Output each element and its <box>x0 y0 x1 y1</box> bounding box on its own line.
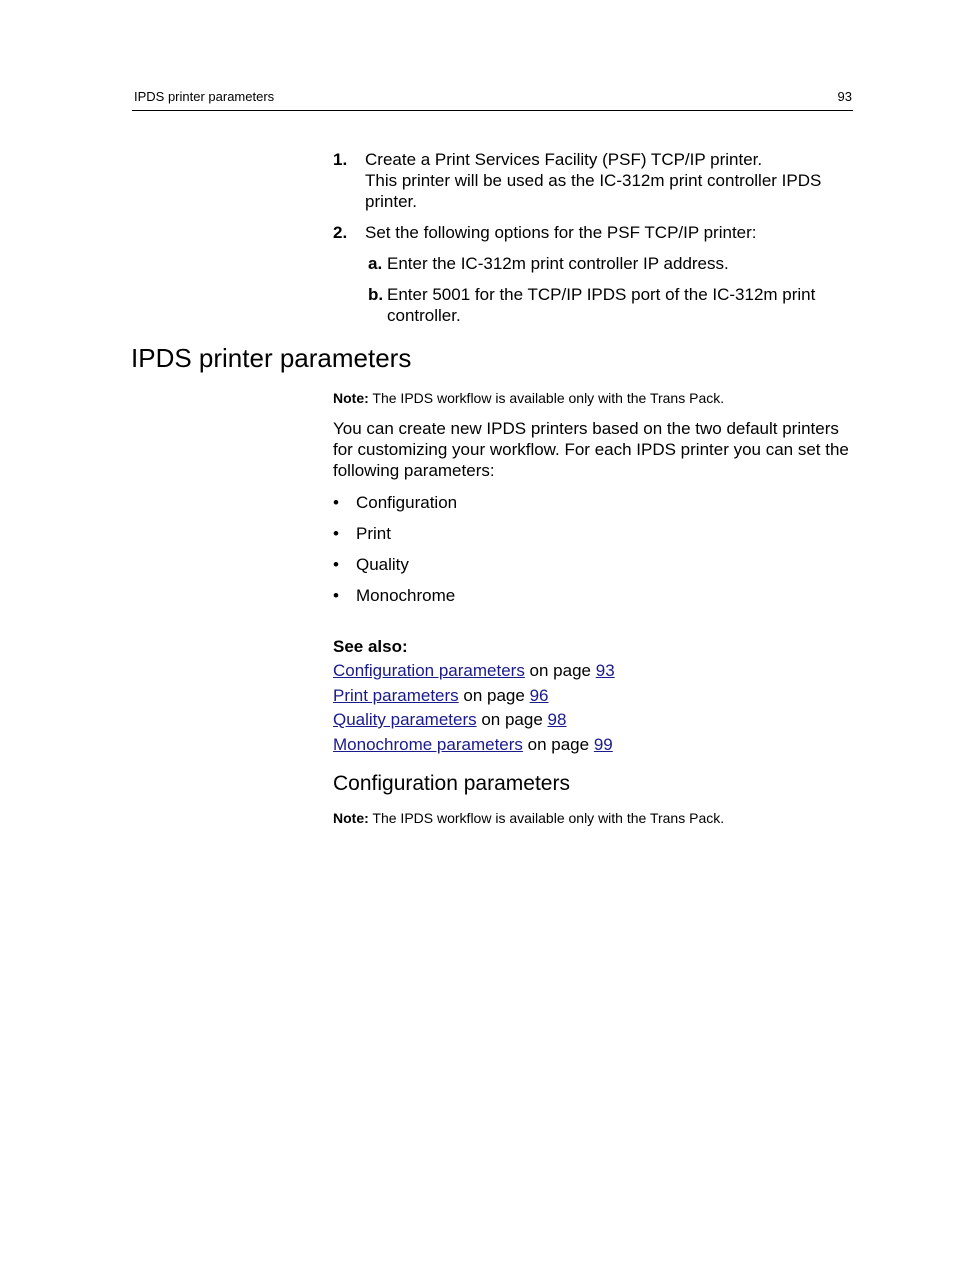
on-page-text: on page <box>476 710 548 729</box>
running-header <box>132 89 853 111</box>
step-number: 2. <box>333 223 348 242</box>
substep-letter: b. <box>368 285 384 304</box>
page-number: 93 <box>837 89 852 104</box>
see-also-item <box>333 659 853 684</box>
section-title: IPDS printer parameters <box>131 343 412 373</box>
see-also-item <box>333 684 853 709</box>
on-page-text: on page <box>524 661 596 680</box>
step-text: Create a Print Services Facility (PSF) TCP/IP printer. <box>365 150 763 169</box>
list-item: • Monochrome <box>333 585 853 606</box>
link-quality-parameters[interactable]: Quality parameters <box>333 710 477 729</box>
link-monochrome-parameters[interactable]: Monochrome parameters <box>333 734 523 754</box>
list-item: • Configuration <box>333 492 853 513</box>
step-2 <box>333 222 853 326</box>
procedure-steps <box>333 149 853 336</box>
link-configuration-parameters[interactable]: Configuration parameters <box>333 661 525 680</box>
note-text: The IPDS workflow is available only with the Trans Pack. <box>368 810 725 826</box>
note <box>333 389 853 407</box>
note-label: Note: <box>333 810 369 826</box>
section-content <box>333 389 853 838</box>
see-also-item <box>333 733 853 758</box>
substeps <box>365 253 853 326</box>
substep-b <box>365 284 853 326</box>
step-text: Set the following options for the PSF TCP/IP printer: <box>365 223 757 242</box>
substep-text: Enter the IC-312m print controller IP address. <box>387 254 729 273</box>
substep-text: Enter 5001 for the TCP/IP IPDS port of the IC-312m print controller. <box>387 285 816 325</box>
subsection-note <box>333 809 853 827</box>
on-page-text: on page <box>458 685 530 705</box>
link-print-parameters[interactable]: Print parameters <box>333 685 459 705</box>
step-1 <box>333 149 853 212</box>
note-label: Note: <box>333 390 369 406</box>
parameter-list <box>333 492 853 606</box>
list-item: • Print <box>333 523 853 544</box>
step-text-detail: This printer will be used as the IC-312m print controller IPDS printer. <box>365 171 822 211</box>
link-page-96[interactable]: 96 <box>529 685 549 705</box>
substep-a <box>365 253 853 274</box>
list-item: • Quality <box>333 554 853 575</box>
link-page-99[interactable]: 99 <box>593 734 613 754</box>
link-page-98[interactable]: 98 <box>547 710 567 729</box>
header-title: IPDS printer parameters <box>134 89 275 104</box>
link-page-93[interactable]: 93 <box>595 661 615 680</box>
substep-letter: a. <box>368 254 383 273</box>
intro-paragraph: You can create new IPDS printers based on the two default printers for customizing your workflow. For each IPDS printer you can set the following parameters: <box>333 419 849 480</box>
subsection-title: Configuration parameters <box>333 772 570 795</box>
note-text: The IPDS workflow is available only with the Trans Pack. <box>368 390 725 406</box>
on-page-text: on page <box>522 734 594 754</box>
see-also-title: See also: <box>333 637 408 656</box>
step-number: 1. <box>333 150 348 169</box>
see-also-item <box>333 708 853 733</box>
